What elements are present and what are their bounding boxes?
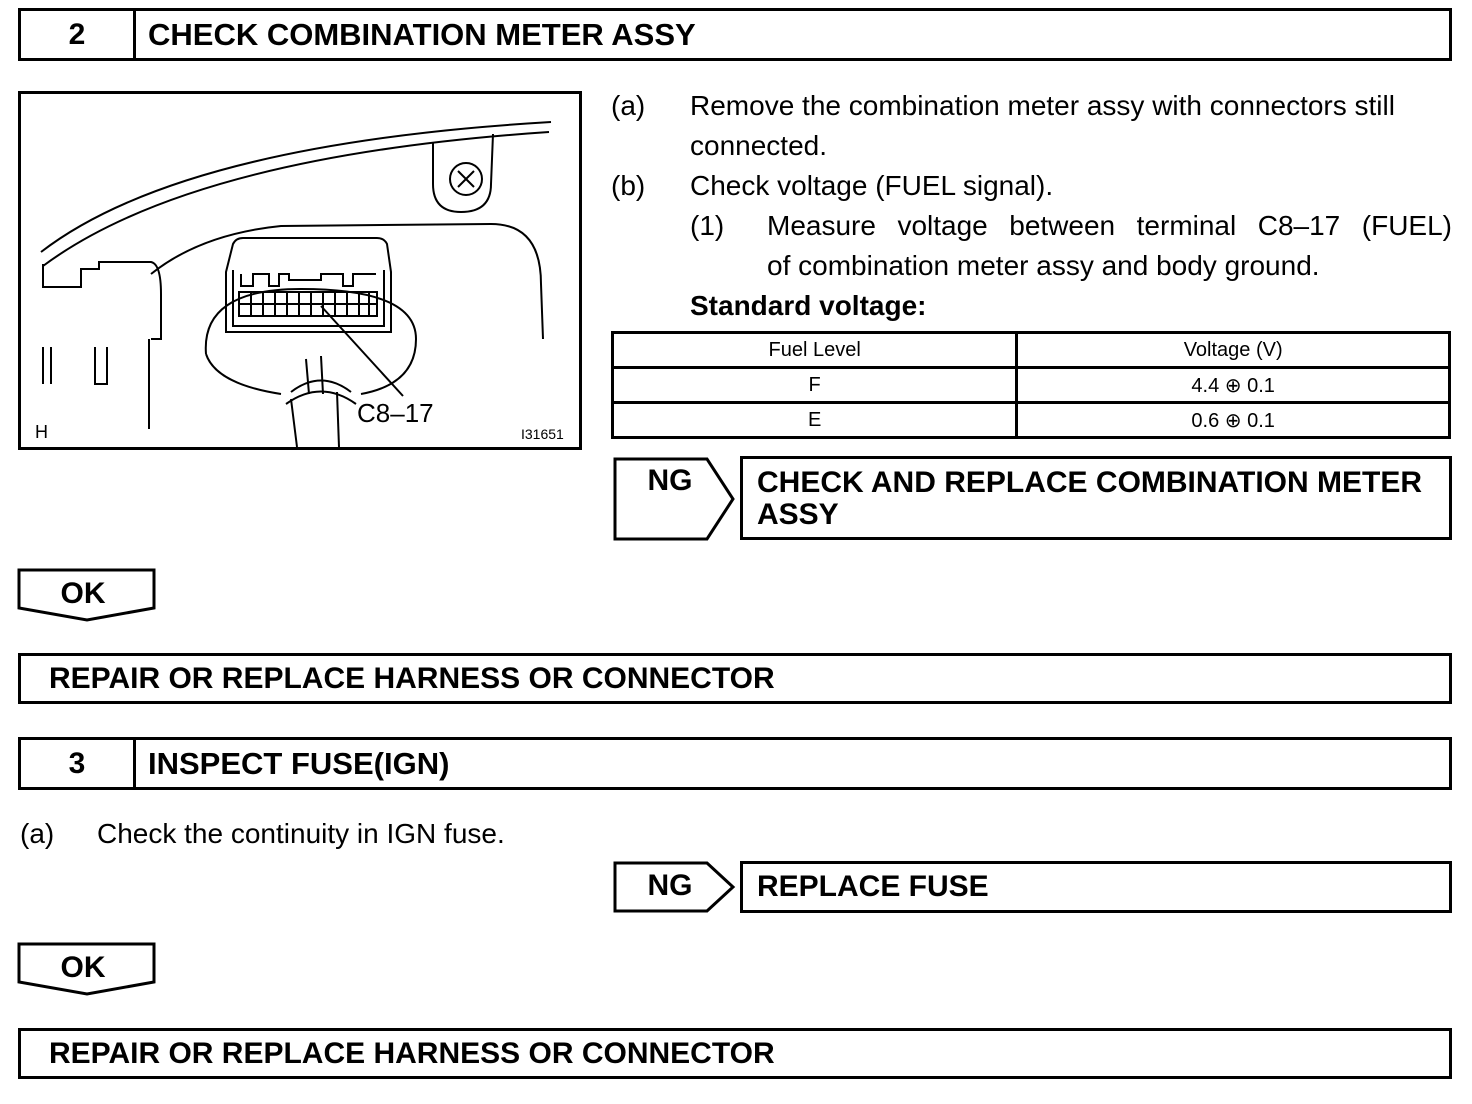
ok-label: OK: [60, 951, 106, 984]
figure-callout-label: C8–17: [357, 398, 434, 428]
repair-harness-text: REPAIR OR REPLACE HARNESS OR CONNECTOR: [49, 661, 775, 695]
step-2b-marker: (b): [611, 170, 646, 201]
step-2a-text-line1: Remove the combination meter assy with connectors still: [690, 90, 1395, 121]
step-2-title: CHECK COMBINATION METER ASSY: [148, 16, 696, 52]
step-2a-marker: (a): [611, 90, 646, 121]
ng-action-line2: ASSY: [757, 498, 839, 531]
substep-1-line2: of combination meter assy and body ground.: [767, 250, 1320, 281]
step-2-header: [18, 8, 1452, 61]
ng-action-line1: CHECK AND REPLACE COMBINATION METER: [757, 466, 1422, 499]
table-row: [613, 403, 1450, 438]
substep-1-marker: (1): [690, 210, 725, 241]
step-3-title: INSPECT FUSE(IGN): [148, 745, 450, 781]
table-cell: 4.4 ⊕ 0.1: [1017, 368, 1450, 403]
step-3-header: [18, 737, 1452, 790]
substep-1-line1: Measure voltage between terminal C8–17 (FUEL): [767, 210, 1452, 241]
table-header-row: [613, 333, 1450, 368]
connector-illustration: [18, 91, 582, 450]
step-2a-text-line2: connected.: [690, 130, 827, 161]
replace-fuse-box: [740, 861, 1452, 913]
standard-voltage-label: Standard voltage:: [690, 290, 927, 321]
ng-label: NG: [647, 464, 693, 497]
ng-action-box: [740, 456, 1452, 540]
step-3-number: 3: [21, 740, 136, 787]
table-header-cell: Fuel Level: [613, 333, 1017, 368]
repair-harness-text: REPAIR OR REPLACE HARNESS OR CONNECTOR: [49, 1036, 775, 1070]
table-row: [613, 368, 1450, 403]
ok-label: OK: [60, 577, 106, 610]
step-2b-text: Check voltage (FUEL signal).: [690, 170, 1054, 201]
meter-connector-drawing: [21, 94, 579, 447]
repair-harness-box: [18, 1028, 1452, 1079]
figure-corner-label: H: [35, 422, 48, 442]
repair-harness-box: [18, 653, 1452, 704]
table-cell: 0.6 ⊕ 0.1: [1017, 403, 1450, 438]
step-2-number: 2: [21, 11, 136, 58]
ng-label: NG: [647, 869, 693, 902]
step-3a-marker: (a): [20, 818, 55, 849]
table-header-cell: Voltage (V): [1017, 333, 1450, 368]
standard-voltage-table: [611, 331, 1451, 439]
table-cell: E: [613, 403, 1017, 438]
table-cell: F: [613, 368, 1017, 403]
figure-id: I31651: [521, 426, 564, 442]
replace-fuse-text: REPLACE FUSE: [757, 870, 989, 903]
step-3a-text: Check the continuity in IGN fuse.: [97, 818, 505, 849]
